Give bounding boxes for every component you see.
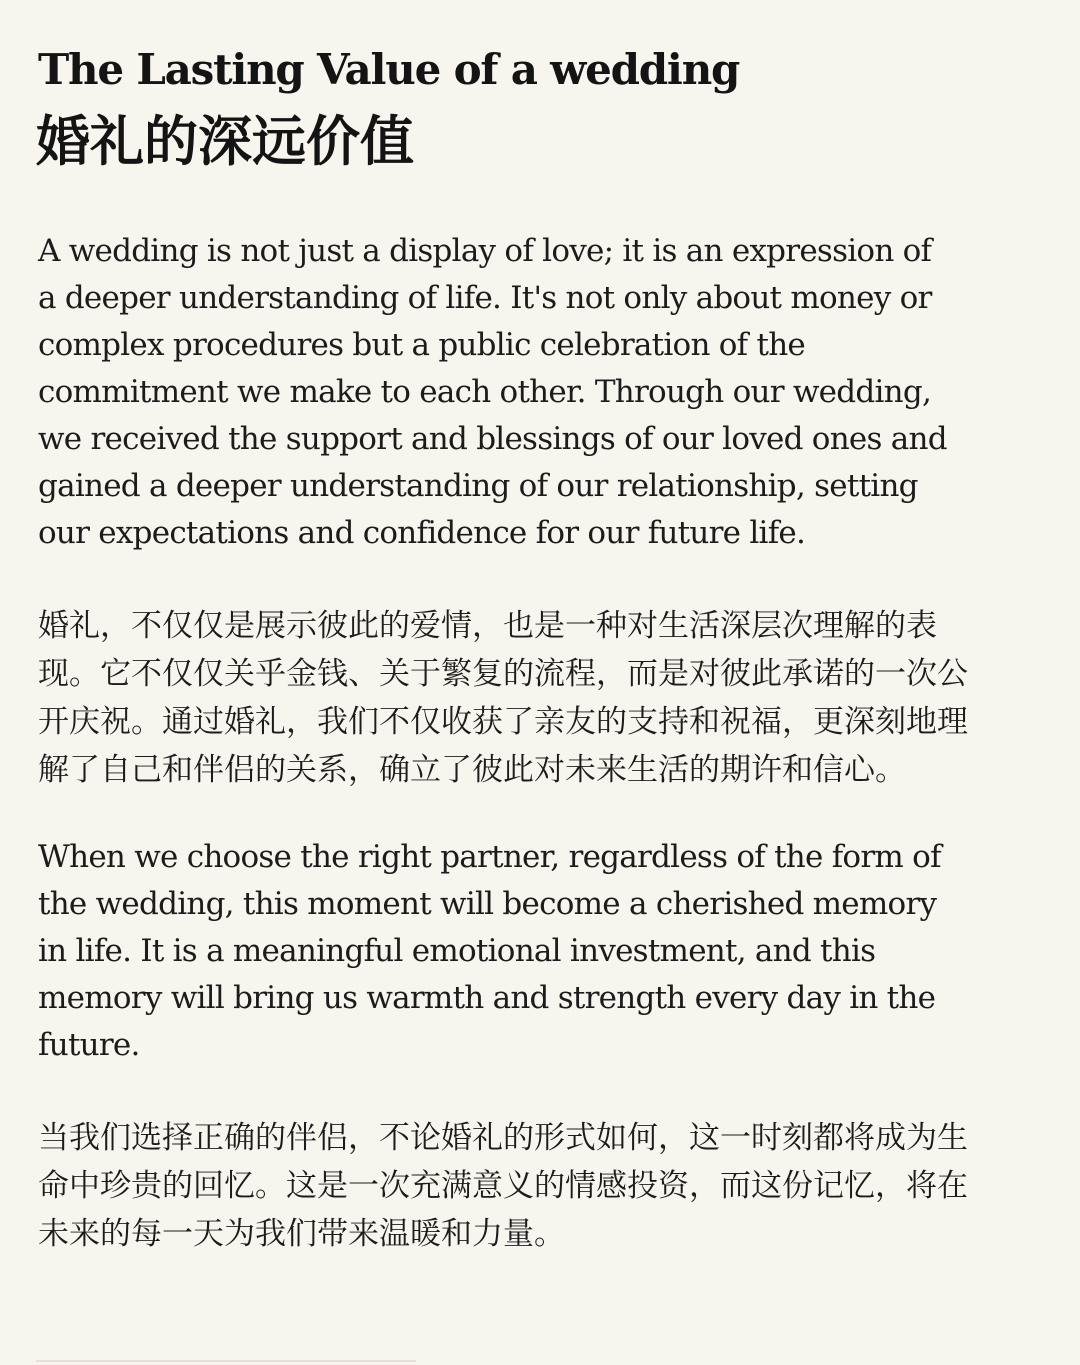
paragraph-english-2 <box>38 834 1048 1069</box>
paragraph-line: gained a deeper understanding of our relationship, setting <box>38 468 918 504</box>
paragraph-line: in life. It is a meaningful emotional investment, and this <box>38 933 876 969</box>
paragraph-line: future. <box>38 1027 140 1063</box>
paragraph-line: a deeper understanding of life. It's not only about money or <box>38 280 932 316</box>
paragraph-english-1 <box>38 228 1048 557</box>
paragraph-line: 解了自己和伴侣的关系，确立了彼此对未来生活的期许和信心。 <box>38 752 906 788</box>
watermark-logo <box>1014 1344 1058 1362</box>
paragraph-line: memory will bring us warmth and strength every day in the <box>38 980 936 1016</box>
paragraph-line: 命中珍贵的回忆。这是一次充满意义的情感投资，而这份记忆，将在 <box>38 1168 968 1204</box>
bottom-divider <box>36 1360 416 1362</box>
paragraph-line: 开庆祝。通过婚礼，我们不仅收获了亲友的支持和祝福，更深刻地理 <box>38 704 968 740</box>
paragraph-line: 当我们选择正确的伴侣，不论婚礼的形式如何，这一时刻都将成为生 <box>38 1120 968 1156</box>
paragraph-chinese-2 <box>38 1114 1048 1258</box>
paragraph-line: 未来的每一天为我们带来温暖和力量。 <box>38 1216 565 1252</box>
paragraph-line: 现。它不仅仅关乎金钱、关于繁复的流程，而是对彼此承诺的一次公 <box>38 656 968 692</box>
paragraph-line: complex procedures but a public celebration of the <box>38 327 806 363</box>
page-title-english: The Lasting Value of a wedding <box>38 45 740 94</box>
paragraph-chinese-1 <box>38 602 1048 794</box>
paragraph-line: the wedding, this moment will become a cherished memory <box>38 886 937 922</box>
paragraph-line: we received the support and blessings of our loved ones and <box>38 421 947 457</box>
paragraph-line: When we choose the right partner, regardless of the form of <box>38 839 941 875</box>
paragraph-line: our expectations and confidence for our future life. <box>38 515 806 551</box>
page-title-chinese: 婚礼的深远价值 <box>36 110 414 173</box>
paragraph-line: A wedding is not just a display of love; it is an expression of <box>38 233 932 269</box>
paragraph-line: 婚礼，不仅仅是展示彼此的爱情，也是一种对生活深层次理解的表 <box>38 608 937 644</box>
paragraph-line: commitment we make to each other. Through our wedding, <box>38 374 932 410</box>
